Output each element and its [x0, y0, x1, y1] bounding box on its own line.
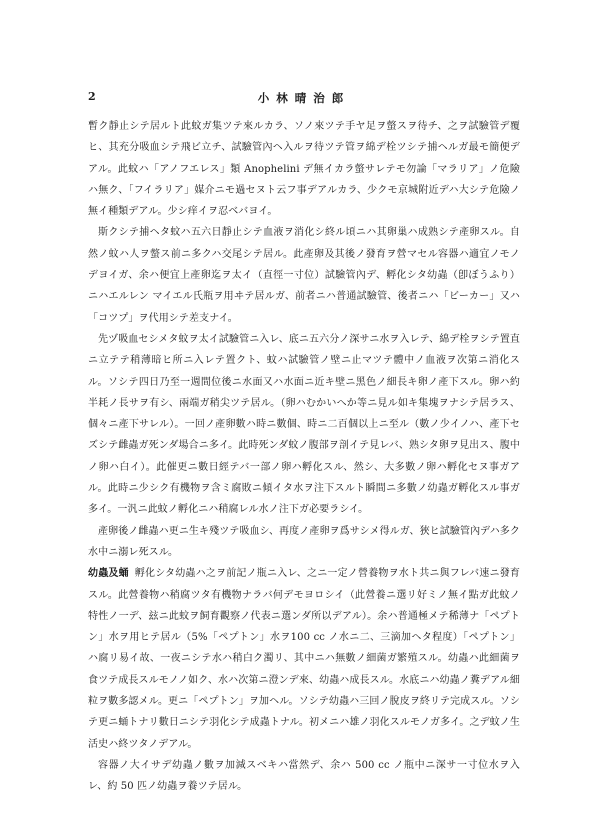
paragraph-egg-laying: 先ヅ吸血セシメタ蚊ヲ太イ試驗管ニ入レ、底ニ五六分ノ深サニ水ヲ入レテ、綿デ栓ヲシテ置直ニ立テテ稍薄暗ヒ所ニ入レテ置クト、蚊ハ試驗管ノ壁ニ止マツテ體中ノ血液ヲ次第ニ消化スル。ソシテ四日乃至一週間位後ニ水面又ハ水面ニ近キ壁ニ黑色ノ細長キ卵ノ產下スル。卵ハ約半耗ノ長サヲ有シ、兩端ガ稍尖ツテ居ル。（卵ハむかいへか等ニ見ル如キ集塊ヲナシテ居ラス、個々ニ產下サレル）。一回ノ產卵數ハ時ニ數個、時ニ二百個以上ニ至ル（數ノ少イノハ、產下セズシテ雌蟲ガ死ンダ場合ニ多イ。此時死ンダ蚊ノ腹部ヲ剖イテ見レバ、熟シタ卵ヲ見出ス、腹中ノ卵ハ白イ）。此催更ニ數日經テバ一部ノ卵ハ孵化スル、然シ、大多數ノ卵ハ孵化セヌ事ガアル。此時ニ少シク有機物ヲ含ミ腐敗ニ傾イタ水ヲ注下スルト瞬間ニ多數ノ幼蟲ガ孵化スル事ガ多イ。一汎ニ此蚊ノ孵化ニハ稍腐レル水ノ注下ガ必要ラシイ。: [88, 333, 520, 516]
page-number: 2: [88, 90, 96, 103]
running-header-author: 小林晴治郎: [257, 91, 351, 105]
page-header: [88, 90, 520, 110]
section-heading-larvae-pupae: 幼蟲及蛹: [88, 568, 129, 580]
paragraph-larvae-and-pupae: 幼蟲及蛹 孵化シタ幼蟲ハ之ヲ前記ノ瓶ニ入レ、之ニ一定ノ營養物ヲ水ト共ニ與フレバ速ニ發育スル。此營養物ハ稍腐ツタ有機物ナラバ何デモヨロシイ（此營養ニ選リ好ミノ無イ點ガ此蚊ノ特性ノ一デ、玆ニ此蚊ヲ飼育觀察ノ代表ニ選ンダ所以デアル）。余ハ普通極メテ稀薄ナ「ペプトン」水ヲ用ヒテ居ル（5%「ペプトン」水ヲ100 cc ノ水ニ二、三滴加ヘタ程度）「ペプトン」ハ腐リ易イ故、一夜ニシテ水ハ稍白ク濁リ、其中ニハ無數ノ細菌ガ繁殖スル。幼蟲ハ此細菌ヲ食ツテ成長スルモノノ如ク、水ハ次第ニ澄ンデ來、幼蟲ハ成長スル。水底ニハ幼蟲ノ糞デアル細粒ヲ數多認メル。更ニ「ペプトン」ヲ加ヘル。ソシテ幼蟲ハ三回ノ脫皮ヲ終リテ完成スル。ソシテ更ニ蛹トナリ數日ニシテ羽化シテ成蟲トナル。初メニハ雄ノ羽化スルモノガ多イ。之デ蚊ノ生活史ハ終ツタノデアル。: [88, 568, 521, 750]
paragraph-oviposition-containers: 斯クシテ捕ヘタ蚊ハ五六日靜止シテ血液ヲ消化シ終ル頃ニハ其卵巢ハ成熟シテ產卵スル。自然ノ蚊ハ人ヲ螫ス前ニ多クハ交尾シテ居ル。此產卵及其後ノ發育ヲ營マセル容器ハ適宜ノモノデヨイガ、余ハ便宜上產卵迄ヲ太イ（直徑一寸位）試驗管內デ、孵化シタ幼蟲（卽ぼうふり）ニハエルレン マイエル氏瓶ヲ用ヰテ居ルガ、前者ニハ普通試驗管、後者ニハ「ビーカー」又ハ「コツプ」ヲ代用シテ差支ナイ。: [88, 227, 520, 324]
paragraph-after-oviposition: 產卵後ノ雌蟲ハ更ニ生キ殘ツテ吸血シ、再度ノ產卵ヲ爲サシメ得ルガ、狹ヒ試驗管內デハ多ク水中ニ溺レ死スル。: [88, 525, 520, 558]
paragraph-container-size: 容器ノ大イサデ幼蟲ノ數ヲ加減スベキハ當然デ、余ハ 500 cc ノ瓶中ニ深サ一寸位水ヲ入レ、約 50 匹ノ幼蟲ヲ養ツテ居ル。: [88, 759, 520, 793]
paragraph-collecting-mosquitoes: 暫ク靜止シテ居ルト此蚊ガ集ツテ來ルカラ、ソノ來ツテ手ヤ足ヲ螫スヲ待チ、之ヲ試驗管デ覆ヒ、其充分吸血シテ飛ビ立チ、試驗管內ヘ入ルヲ待ツテ管ヲ綿デ栓ツシテ捕ヘルガ最モ簡便デアル。此蚊ハ「アノフエレス」類 Anophelini デ無イカラ螫サレテモ勿論「マラリア」ノ危險ハ無ク、「フイラリア」媒介ニモ過セヌト云フ事デアルカラ、少クモ京城附近デハ大シテ危險ノ無イ種類デアル。少シ痒イヲ忍ベバヨイ。: [88, 121, 520, 218]
body-text: [88, 116, 520, 798]
